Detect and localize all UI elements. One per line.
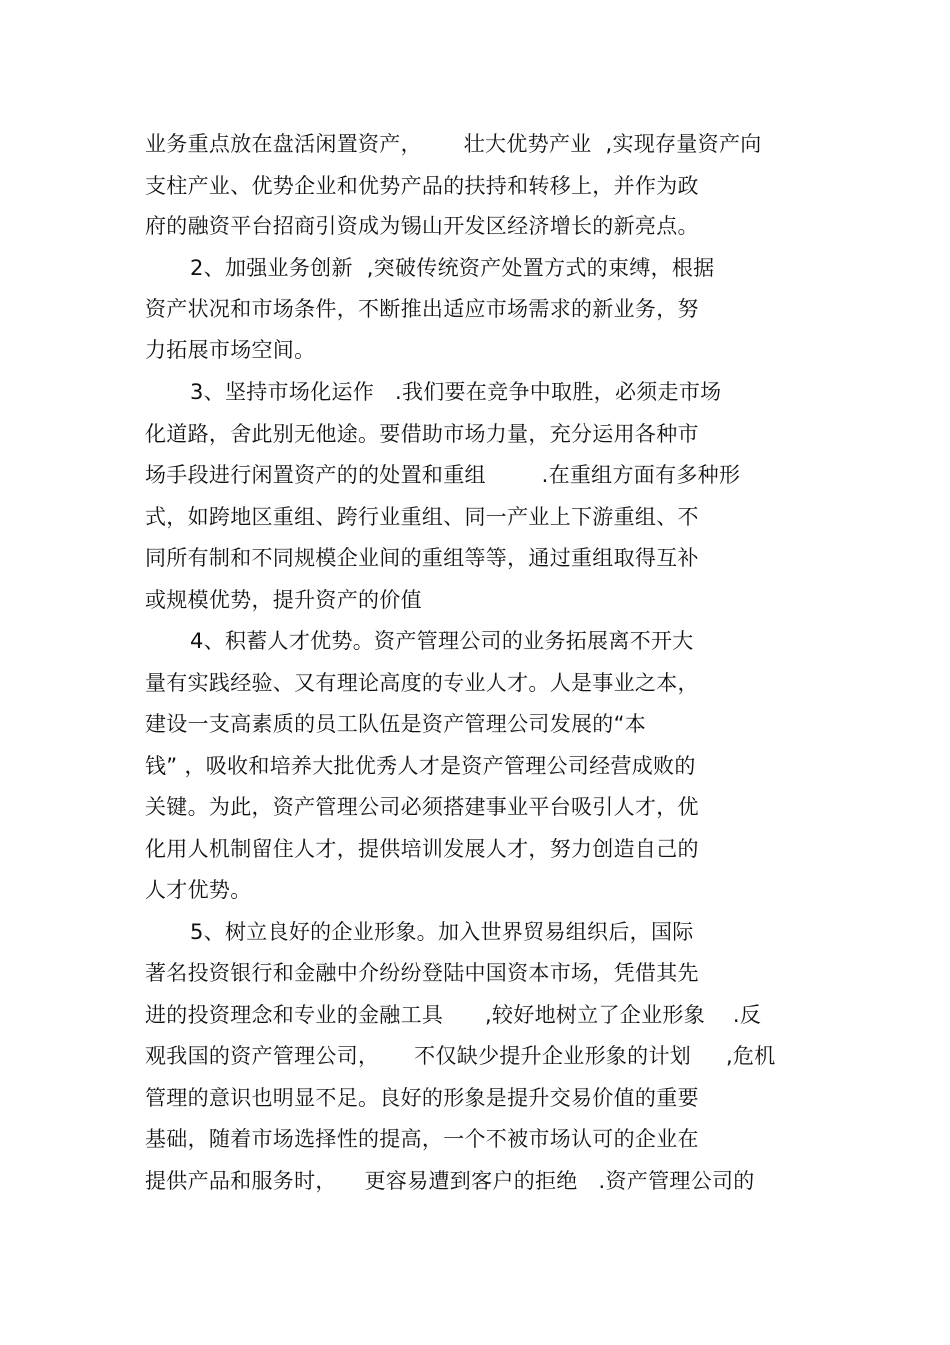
paragraph-start-line: 2、加强业务创新 ,突破传统资产处置方式的束缚，根据 bbox=[190, 256, 715, 280]
text-line: 同所有制和不同规模企业间的重组等等，通过重组取得互补 bbox=[145, 546, 699, 570]
text-line: 提供产品和服务时， 更容易遭到客户的拒绝 .资产管理公司的 bbox=[145, 1169, 755, 1193]
text-line: 建设一支高素质的员工队伍是资产管理公司发展的“本 bbox=[145, 712, 647, 736]
text-line: 人才优势。 bbox=[145, 878, 252, 902]
text-line: 进的投资理念和专业的金融工具 ,较好地树立了企业形象 .反 bbox=[145, 1003, 762, 1027]
text-line: 式，如跨地区重组、跨行业重组、同一产业上下游重组、不 bbox=[145, 505, 699, 529]
text-line: 业务重点放在盘活闲置资产， 壮大优势产业 ,实现存量资产向 bbox=[145, 132, 762, 156]
text-line: 化道路，舍此别无他途。要借助市场力量，充分运用各种市 bbox=[145, 422, 699, 446]
paragraph-start-line: 5、树立良好的企业形象。加入世界贸易组织后，国际 bbox=[190, 920, 694, 944]
text-line: 化用人机制留住人才，提供培训发展人才，努力创造自己的 bbox=[145, 837, 699, 861]
paragraph-start-line: 3、坚持市场化运作 .我们要在竞争中取胜，必须走市场 bbox=[190, 380, 722, 404]
text-line: 关键。为此，资产管理公司必须搭建事业平台吸引人才，优 bbox=[145, 795, 699, 819]
text-line: 力拓展市场空间。 bbox=[145, 338, 316, 362]
text-line: 观我国的资产管理公司， 不仅缺少提升企业形象的计划 ,危机 bbox=[145, 1044, 776, 1068]
text-line: 场手段进行闲置资产的的处置和重组 .在重组方面有多种形 bbox=[145, 463, 741, 487]
text-line: 著名投资银行和金融中介纷纷登陆中国资本市场，凭借其先 bbox=[145, 961, 699, 985]
text-line: 量有实践经验、又有理论高度的专业人才。人是事业之本， bbox=[145, 671, 699, 695]
text-line: 基础，随着市场选择性的提高，一个不被市场认可的企业在 bbox=[145, 1127, 699, 1151]
text-line: 府的融资平台招商引资成为锡山开发区经济增长的新亮点。 bbox=[145, 214, 699, 238]
text-line: 钱” ，吸收和培养大批优秀人才是资产管理公司经营成败的 bbox=[145, 754, 696, 778]
text-line: 管理的意识也明显不足。良好的形象是提升交易价值的重要 bbox=[145, 1086, 699, 1110]
text-line: 支柱产业、优势企业和优势产品的扶持和转移上，并作为政 bbox=[145, 174, 699, 198]
paragraph-start-line: 4、积蓄人才优势。资产管理公司的业务拓展离不开大 bbox=[190, 629, 694, 653]
text-line: 资产状况和市场条件，不断推出适应市场需求的新业务，努 bbox=[145, 297, 699, 321]
text-line: 或规模优势，提升资产的价值 bbox=[145, 588, 422, 612]
